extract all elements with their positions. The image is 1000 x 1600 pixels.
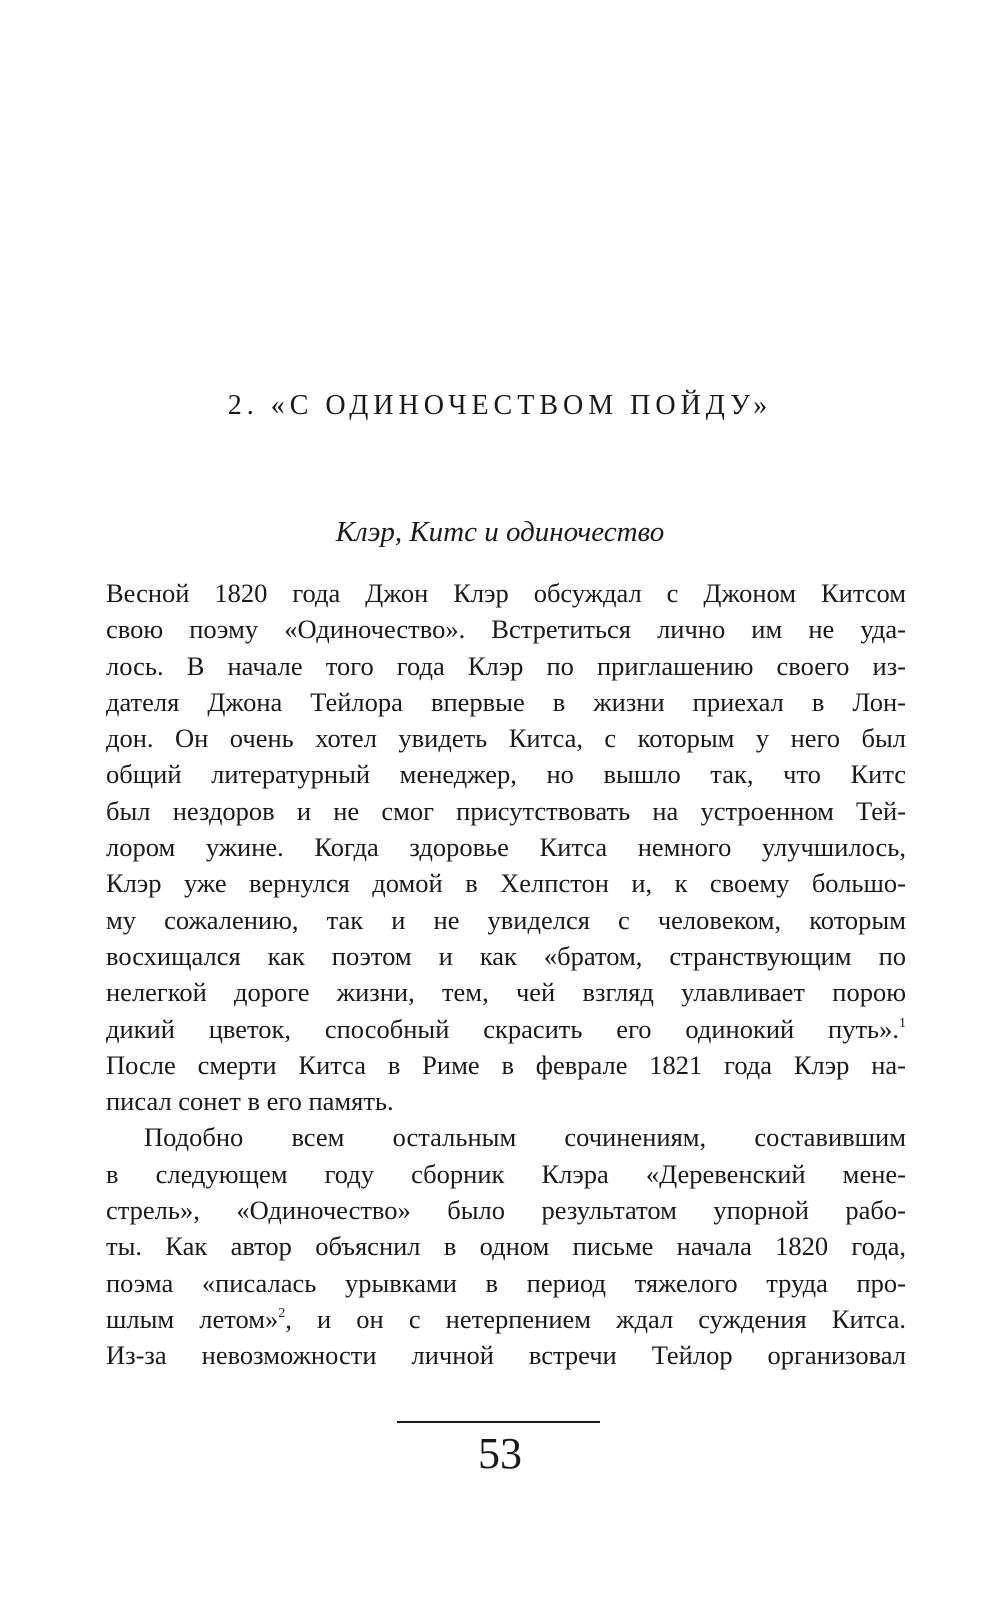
section-title: Клэр, Китс и одиночество <box>335 516 665 548</box>
footnote-marker[interactable]: 2 <box>278 1305 286 1321</box>
text-line: поэма «писалась урывками в период тяжелого труда про- <box>106 1267 906 1298</box>
text-line: свою поэму «Одиночество». Встретиться лично им не уда- <box>106 614 906 645</box>
text-line: был нездоров и не смог присутствовать на устроенном Тей- <box>106 795 906 826</box>
text-line: После смерти Китса в Риме в феврале 1821 года Клэр на- <box>106 1049 906 1080</box>
text-line: му сожалению, так и не увиделся с человеком, которым <box>106 904 906 935</box>
text-line: лось. В начале того года Клэр по приглашению своего из- <box>106 650 906 681</box>
text-line: общий литературный менеджер, но вышло так, что Китс <box>106 759 906 790</box>
text-line: писал сонет в его память. <box>106 1086 394 1117</box>
body-text <box>106 575 906 1374</box>
text-line: Подобно всем остальным сочинениям, составившим <box>144 1122 906 1153</box>
text-line: стрель», «Одиночество» было результатом упорной рабо- <box>106 1195 906 1226</box>
text-line-with-footnote <box>106 1301 906 1337</box>
text-line-content: шлым летом»$^2$, и он с нетерпением ждал суждения Китса. <box>106 1303 906 1334</box>
page-number: 53 <box>478 1429 522 1478</box>
paragraph-1 <box>106 575 906 1119</box>
text-line: лором ужине. Когда здоровье Китса немного улучшилось, <box>106 832 906 863</box>
footer-rule <box>397 1421 600 1423</box>
text-line-with-footnote <box>106 1011 906 1047</box>
text-line: Из-за невозможности личной встречи Тейлор организовал <box>106 1340 906 1371</box>
text-line: дон. Он очень хотел увидеть Китса, с которым у него был <box>106 723 906 754</box>
text-line: дателя Джона Тейлора впервые в жизни приехал в Лон- <box>106 686 906 717</box>
footnote-marker[interactable]: 1 <box>899 1015 906 1031</box>
paragraph-2 <box>106 1119 906 1373</box>
text-line: Клэр уже вернулся домой в Хелпстон и, к своему большо- <box>106 868 906 899</box>
text-line: нелегкой дороге жизни, тем, чей взгляд улавливает порою <box>106 977 906 1008</box>
text-line: Весной 1820 года Джон Клэр обсуждал с Джоном Китсом <box>106 578 906 608</box>
text-line: ты. Как автор объяснил в одном письме начала 1820 года, <box>106 1231 906 1262</box>
text-line: восхищался как поэтом и как «братом, странствующим по <box>106 940 906 971</box>
text-line: в следующем году сборник Клэра «Деревенский мене- <box>106 1158 906 1189</box>
text-line-content: дикий цветок, способный скрасить его одинокий путь». <box>106 1013 899 1044</box>
chapter-title: 2. «С ОДИНОЧЕСТВОМ ПОЙДУ» <box>227 390 773 421</box>
